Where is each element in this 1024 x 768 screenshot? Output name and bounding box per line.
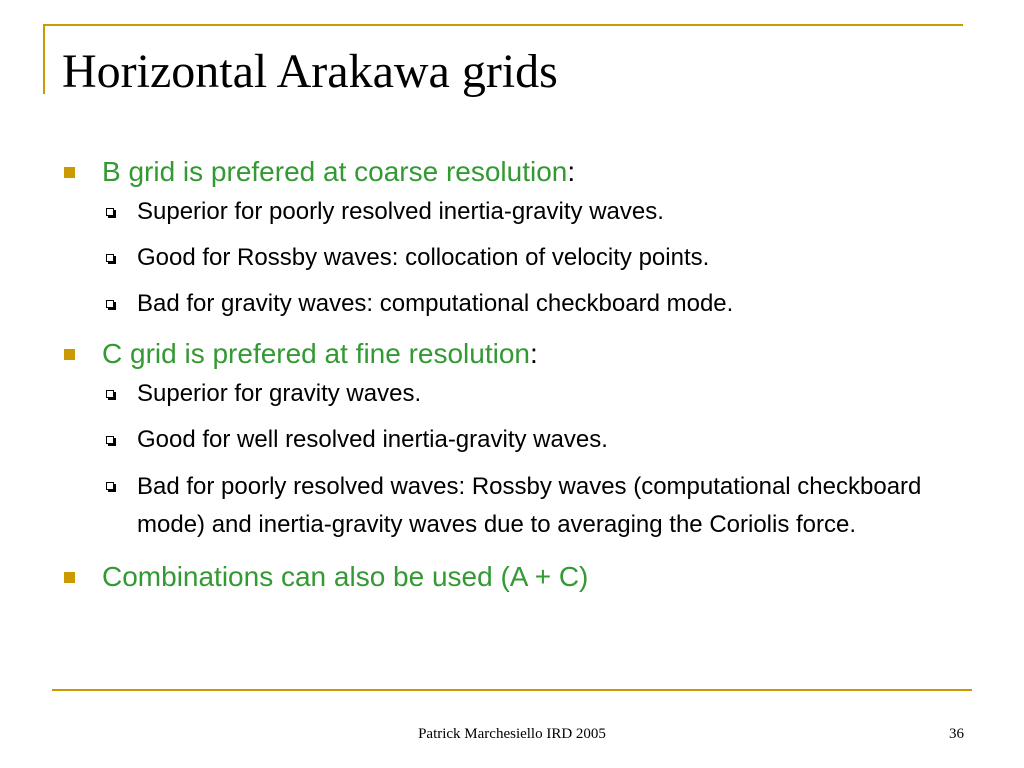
sub-bullet: [62, 468, 962, 544]
checkbox-bullet-icon: [106, 300, 114, 308]
sub-bullet-text: Good for Rossby waves: collocation of velocity points.: [137, 244, 710, 271]
sub-bullet-text: Superior for poorly resolved inertia-gravity waves.: [137, 198, 664, 225]
sub-bullet: [62, 240, 962, 275]
checkbox-bullet-icon: [106, 482, 114, 490]
frame-left-rule: [43, 24, 45, 94]
page-number: 36: [949, 726, 964, 742]
bullet-c-grid: [62, 332, 962, 376]
slide-body: [62, 150, 962, 599]
bullet-text: Combinations can also be used (A + C): [102, 561, 589, 592]
sub-bullet: [62, 194, 962, 229]
footer-author: Patrick Marchesiello IRD 2005: [418, 726, 606, 742]
bullet-text: C grid is prefered at fine resolution: [102, 338, 530, 369]
sub-bullet-text: Bad for poorly resolved waves: Rossby waves (computational checkboard mode) and inertia-gravity waves due to averaging the Coriolis force.: [137, 473, 922, 538]
sub-bullet-text: Bad for gravity waves: computational checkboard mode.: [137, 290, 734, 317]
sub-bullet: [62, 286, 962, 321]
sub-bullet-text: Good for well resolved inertia-gravity waves.: [137, 426, 608, 453]
footer-rule: [52, 689, 972, 691]
sub-list-b-grid: [62, 194, 962, 321]
bullet-colon: :: [530, 338, 538, 369]
checkbox-bullet-icon: [106, 390, 114, 398]
checkbox-bullet-icon: [106, 254, 114, 262]
sub-bullet: [62, 422, 962, 457]
bullet-b-grid: [62, 150, 962, 194]
square-bullet-icon: [64, 167, 75, 178]
checkbox-bullet-icon: [106, 208, 114, 216]
sub-list-c-grid: [62, 376, 962, 544]
square-bullet-icon: [64, 349, 75, 360]
bullet-text: B grid is prefered at coarse resolution: [102, 156, 568, 187]
checkbox-bullet-icon: [106, 436, 114, 444]
sub-bullet: [62, 376, 962, 411]
frame-top-rule: [43, 24, 963, 26]
bullet-combinations: [62, 555, 962, 599]
sub-bullet-text: Superior for gravity waves.: [137, 380, 422, 407]
slide-title: Horizontal Arakawa grids: [62, 45, 558, 98]
bullet-colon: :: [567, 156, 576, 187]
square-bullet-icon: [64, 572, 75, 583]
